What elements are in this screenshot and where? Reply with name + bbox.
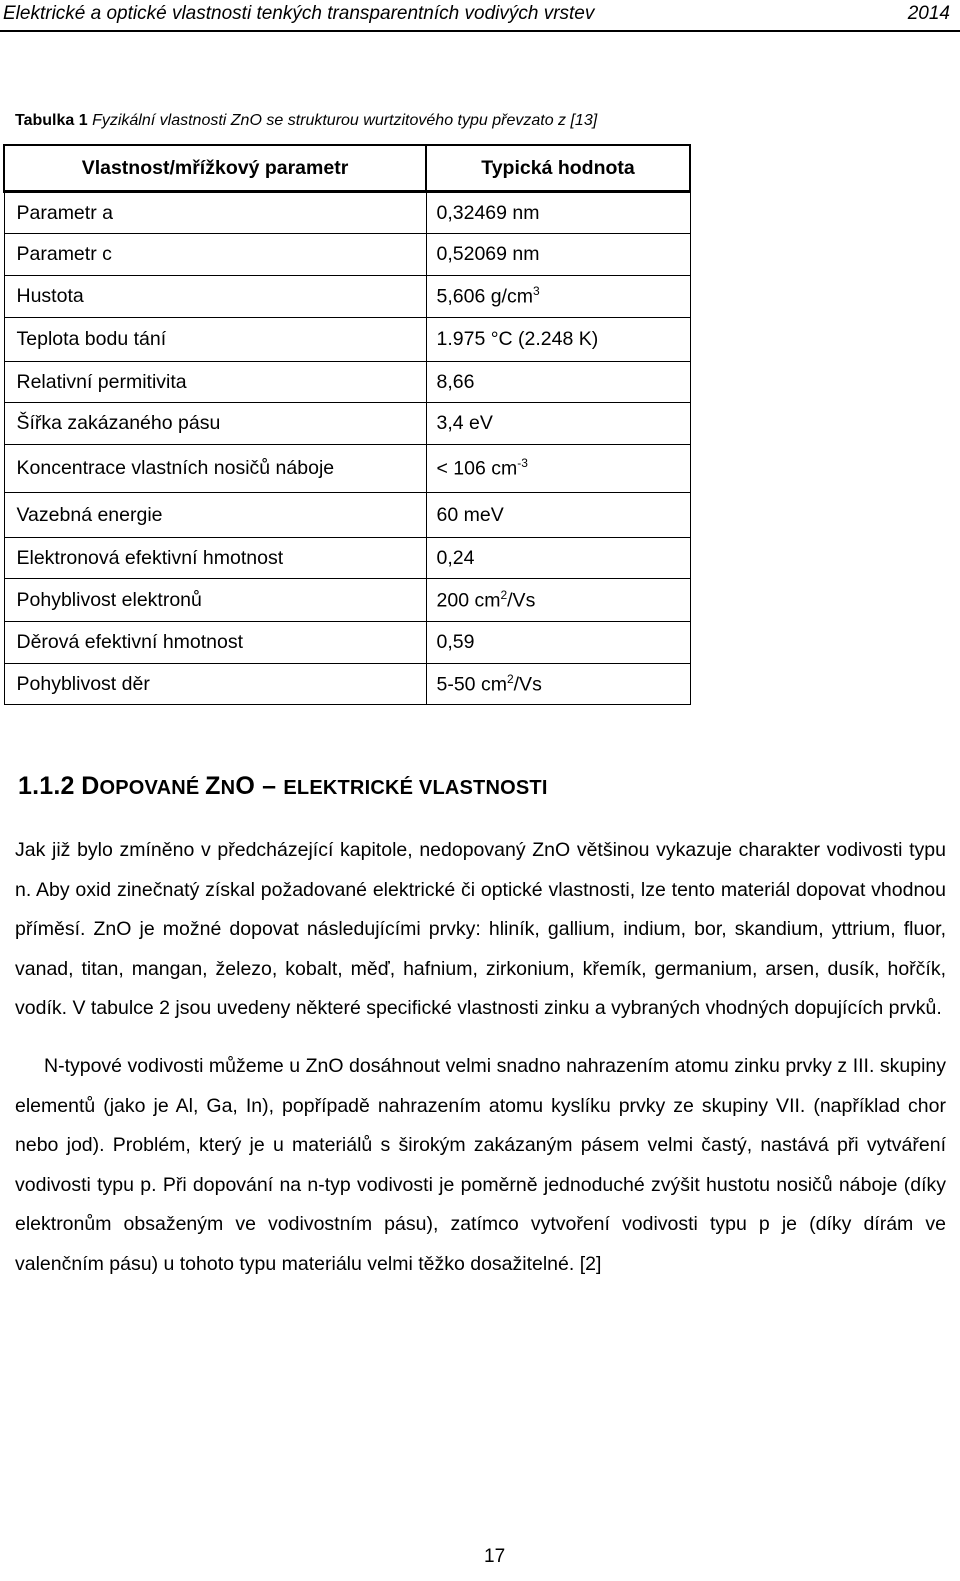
value-text: 0,32469 nm (436, 201, 540, 224)
value-superscript: 2 (506, 671, 514, 686)
page-number: 17 (484, 1546, 506, 1567)
table-row (4, 276, 690, 318)
property-cell: Parametr a (4, 192, 426, 234)
value-text: 8,66 (436, 370, 475, 393)
value-cell (426, 362, 690, 403)
value-text: 5,606 g/cm (436, 285, 533, 308)
table-row (4, 664, 690, 705)
value-cell (426, 579, 690, 622)
section-title-n: N (220, 777, 236, 799)
value-cell (426, 664, 690, 705)
property-cell: Koncentrace vlastních nosičů náboje (4, 445, 426, 493)
value-cell (426, 403, 690, 445)
section-title-opovane: OPOVANÉ (99, 777, 206, 799)
value-cell (426, 538, 690, 579)
property-cell: Pohyblivost elektronů (4, 579, 426, 622)
paragraph-1: Jak již bylo zmíněno v předcházející kapitole, nedopovaný ZnO většinou vykazuje charakter vodivosti typu n. Aby oxid zinečnatý získal požadované elektrické či optické vlastnosti, lze tento materiál dopovat vhodnou příměsí. ZnO je možné dopovat následujícími prvky: hliník, gallium, indium, bor, skandium, yttrium, fluor, vanad, titan, mangan, železo, kobalt, měď, hafnium, zirkonium, křemík, germanium, arsen, dusík, hořčík, vodík. V tabulce 2 jsou uvedeny některé specifické vlastnosti zinku a vybraných vhodných dopujících prvků. (15, 839, 946, 1020)
section-title-rest: ELEKTRICKÉ VLASTNOSTI (283, 777, 548, 799)
table-row (4, 579, 690, 622)
table-caption-label: Tabulka 1 (15, 112, 88, 129)
value-cell (426, 276, 690, 318)
value-superscript: 2 (500, 587, 508, 602)
property-cell: Šířka zakázaného pásu (4, 403, 426, 445)
property-cell: Teplota bodu tání (4, 318, 426, 362)
section-title-dash: – (254, 772, 284, 800)
table-row (4, 445, 690, 493)
value-superscript: -3 (517, 456, 528, 471)
header-value: Typická hodnota (426, 145, 690, 192)
page-header (0, 0, 960, 36)
section-number: 1.1.2 (18, 772, 75, 800)
value-suffix: /Vs (513, 673, 542, 696)
property-cell: Děrová efektivní hmotnost (4, 622, 426, 664)
value-text: 60 meV (436, 503, 504, 526)
header-property: Vlastnost/mřížkový parametr (4, 145, 426, 192)
table-caption-text: Fyzikální vlastnosti ZnO se strukturou wurtzitového typu převzato z [13] (87, 112, 598, 129)
property-cell: Relativní permitivita (4, 362, 426, 403)
table-row (4, 403, 690, 445)
property-cell: Pohyblivost děr (4, 664, 426, 705)
table-row (4, 538, 690, 579)
section-title-o: O (235, 772, 255, 800)
table-row (4, 493, 690, 538)
table-row (4, 362, 690, 403)
value-cell (426, 234, 690, 276)
section-title-cap-d: D (81, 772, 100, 800)
value-suffix: /Vs (507, 589, 536, 612)
table-header-row (4, 145, 690, 192)
value-superscript: 3 (532, 284, 540, 299)
section-title-cap-z: Z (205, 772, 221, 800)
value-cell (426, 318, 690, 362)
table-row (4, 318, 690, 362)
table-row (4, 234, 690, 276)
table-row (4, 622, 690, 664)
property-cell: Elektronová efektivní hmotnost (4, 538, 426, 579)
value-cell (426, 493, 690, 538)
value-text: < 106 cm (436, 457, 518, 480)
value-text: 0,24 (436, 546, 475, 569)
header-year: 2014 (907, 3, 950, 24)
property-cell: Parametr c (4, 234, 426, 276)
header-rule (0, 30, 960, 32)
value-text: 1.975 °C (2.248 K) (436, 328, 599, 350)
value-text: 0,59 (436, 631, 475, 653)
properties-table (3, 144, 691, 705)
section-heading (18, 772, 548, 801)
property-cell: Hustota (4, 276, 426, 318)
paragraph-2: N-typové vodivosti můžeme u ZnO dosáhnout velmi snadno nahrazením atomu zinku prvky z III. skupiny elementů (jako je Al, Ga, In), popřípadě nahrazením atomu kyslíku prvky ze skupiny VII. (například chor nebo jod). Problém, který je u materiálů s širokým zakázaným pásem velmi častý, nastává při vytváření vodivosti typu p. Při dopování na n-typ vodivosti je poměrně jednoduché zvýšit hustotu nosičů náboje (díky elektronům obsaženým ve vodivostním pásu), zatímco vytvoření vodivosti typu p je (díky dírám ve valenčním pásu) u tohoto typu materiálu velmi těžko dosažitelné. [2] (15, 1055, 946, 1275)
property-cell: Vazebná energie (4, 493, 426, 538)
table-row (4, 192, 690, 234)
value-cell (426, 622, 690, 664)
value-cell (426, 445, 690, 493)
table-caption (15, 112, 597, 130)
value-cell (426, 192, 690, 234)
value-text: 0,52069 nm (436, 243, 540, 265)
value-text: 3,4 eV (436, 412, 493, 434)
value-text: 200 cm (436, 589, 501, 612)
value-text: 5-50 cm (436, 673, 507, 696)
header-title: Elektrické a optické vlastnosti tenkých transparentních vodivých vrstev (3, 3, 595, 24)
